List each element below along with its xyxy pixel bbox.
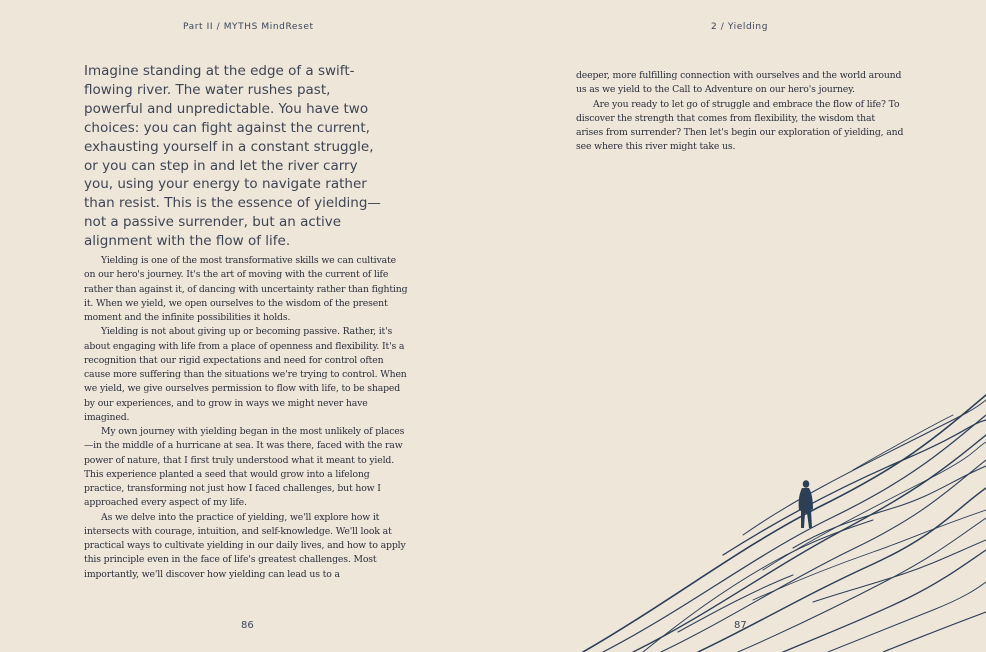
pull-quote: Imagine standing at the edge of a swift-flowing river. The water rushes past, powerful and unpredictable. You have two choices: you can fight against the current, exhausting yourself in a constant struggle, or you can step in and let the river carry you, using your energy to navigate rather than resist. This is the essence of yielding—not a passive surrender, but an active alignment with the flow of life. bbox=[84, 63, 381, 250]
left-running-head: Part II / MYTHS MindReset bbox=[183, 22, 314, 32]
paragraph: Yielding is not about giving up or becoming passive. Rather, it's about engaging with life from a place of openness and flexibility. It's a recognition that our rigid expectations and need for control often cause more suffering than the situations we're trying to control. When we yield, we give ourselves permission to flow with life, to be shaped by our experiences, and to grow in ways we might never have imagined. bbox=[84, 326, 407, 423]
right-page-number: 87 bbox=[734, 620, 747, 631]
paragraph: My own journey with yielding began in the most unlikely of places—in the middle of a hurricane at sea. It was there, faced with the raw power of nature, that I first truly understood what it meant to yield. This experience planted a seed that would grow into a lifelong practice, transforming not just how I faced challenges, but how I approached every aspect of my life. bbox=[84, 426, 405, 509]
left-body-text bbox=[84, 254, 410, 582]
river-current-lines bbox=[583, 395, 986, 652]
right-body-text bbox=[576, 69, 904, 155]
paragraph: deeper, more fulfilling connection with ourselves and the world around us as we yield to the Call to Adventure on our hero's journey. bbox=[576, 70, 902, 96]
wading-figure-icon bbox=[799, 480, 813, 528]
paragraph: Yielding is one of the most transformative skills we can cultivate on our hero's journey. It's the art of moving with the current of life rather than against it, of dancing with uncertainty rather than fighting it. When we yield, we open ourselves to the wisdom of the present moment and the infinite possibilities it holds. bbox=[84, 255, 408, 323]
paragraph: Are you ready to let go of struggle and embrace the flow of life? To discover the strength that comes from flexibility, the wisdom that arises from surrender? Then let's begin our exploration of yielding, and see where this river might take us. bbox=[576, 98, 904, 153]
river-illustration bbox=[493, 370, 986, 652]
right-running-head: 2 / Yielding bbox=[711, 22, 769, 32]
paragraph: As we delve into the practice of yielding, we'll explore how it intersects with courage, intuition, and self-knowledge. We'll look at practical ways to cultivate yielding in our daily lives, and how to apply this principle even in the face of life's greatest challenges. Most importantly, we'll discover how yielding can lead us to a bbox=[84, 511, 406, 580]
left-page-number: 86 bbox=[241, 620, 254, 631]
